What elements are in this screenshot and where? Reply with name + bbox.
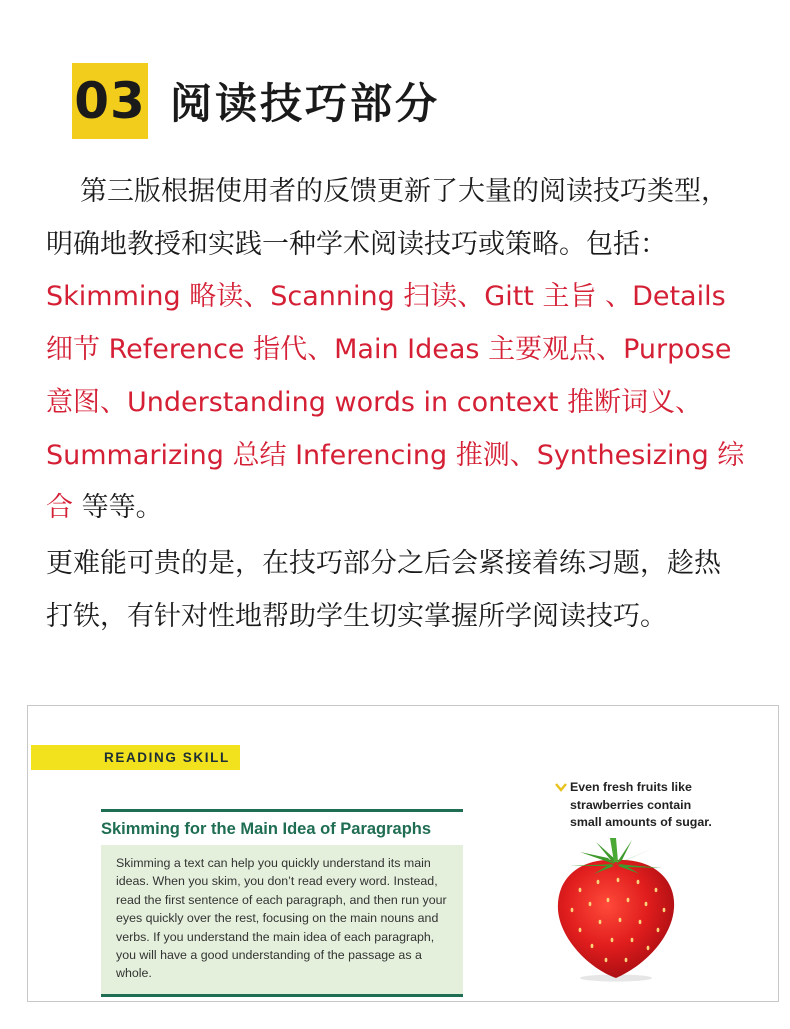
section-number: 03 — [72, 63, 148, 139]
reading-skill-label: READING SKILL — [104, 750, 230, 765]
section-title: 阅读技巧部分 — [170, 79, 441, 128]
caption-line: small amounts of sugar. — [570, 815, 712, 829]
intro-paragraph — [46, 166, 746, 535]
section-header — [72, 62, 440, 140]
textbook-figure — [27, 705, 779, 1002]
skills-list: Skimming 略读、Scanning 扫读、Gitt 主旨 、Details 细节 Reference 指代、Main Ideas 主要观点、Purpose 意图、Understanding words in context 推断词义、Summarizing 总结 Inferencing 推测、Synthesizing 综合 — [46, 281, 745, 524]
practice-paragraph: 更难能可贵的是，在技巧部分之后会紧接着练习题，趁热打铁，有针对性地帮助学生切实掌握所学阅读技巧。 — [46, 548, 721, 632]
photo-caption — [555, 779, 745, 832]
caption-line: strawberries contain — [570, 797, 692, 812]
reading-skill-tag — [31, 745, 240, 770]
intro-text: 第三版根据使用者的反馈更新了大量的阅读技巧类型，明确地教授和实践一种学术阅读技巧或策略。包括： — [46, 176, 728, 260]
outro-text: 等等。 — [73, 492, 163, 524]
skill-body: Skimming a text can help you quickly understand its main ideas. When you skim, you don’t read every word. Instead, read the first sentence of each paragraph, and then run your eyes quickly over the rest, focusing on the main nouns and verbs. If you understand the main idea of each paragraph, you will have a good understanding of the passage as a whole. — [101, 845, 463, 997]
skill-box — [101, 809, 463, 997]
chevron-down-icon — [555, 781, 567, 793]
strawberry-image — [550, 834, 680, 982]
caption-line: Even fresh fruits like — [570, 780, 692, 794]
skill-title: Skimming for the Main Idea of Paragraphs — [101, 809, 463, 845]
